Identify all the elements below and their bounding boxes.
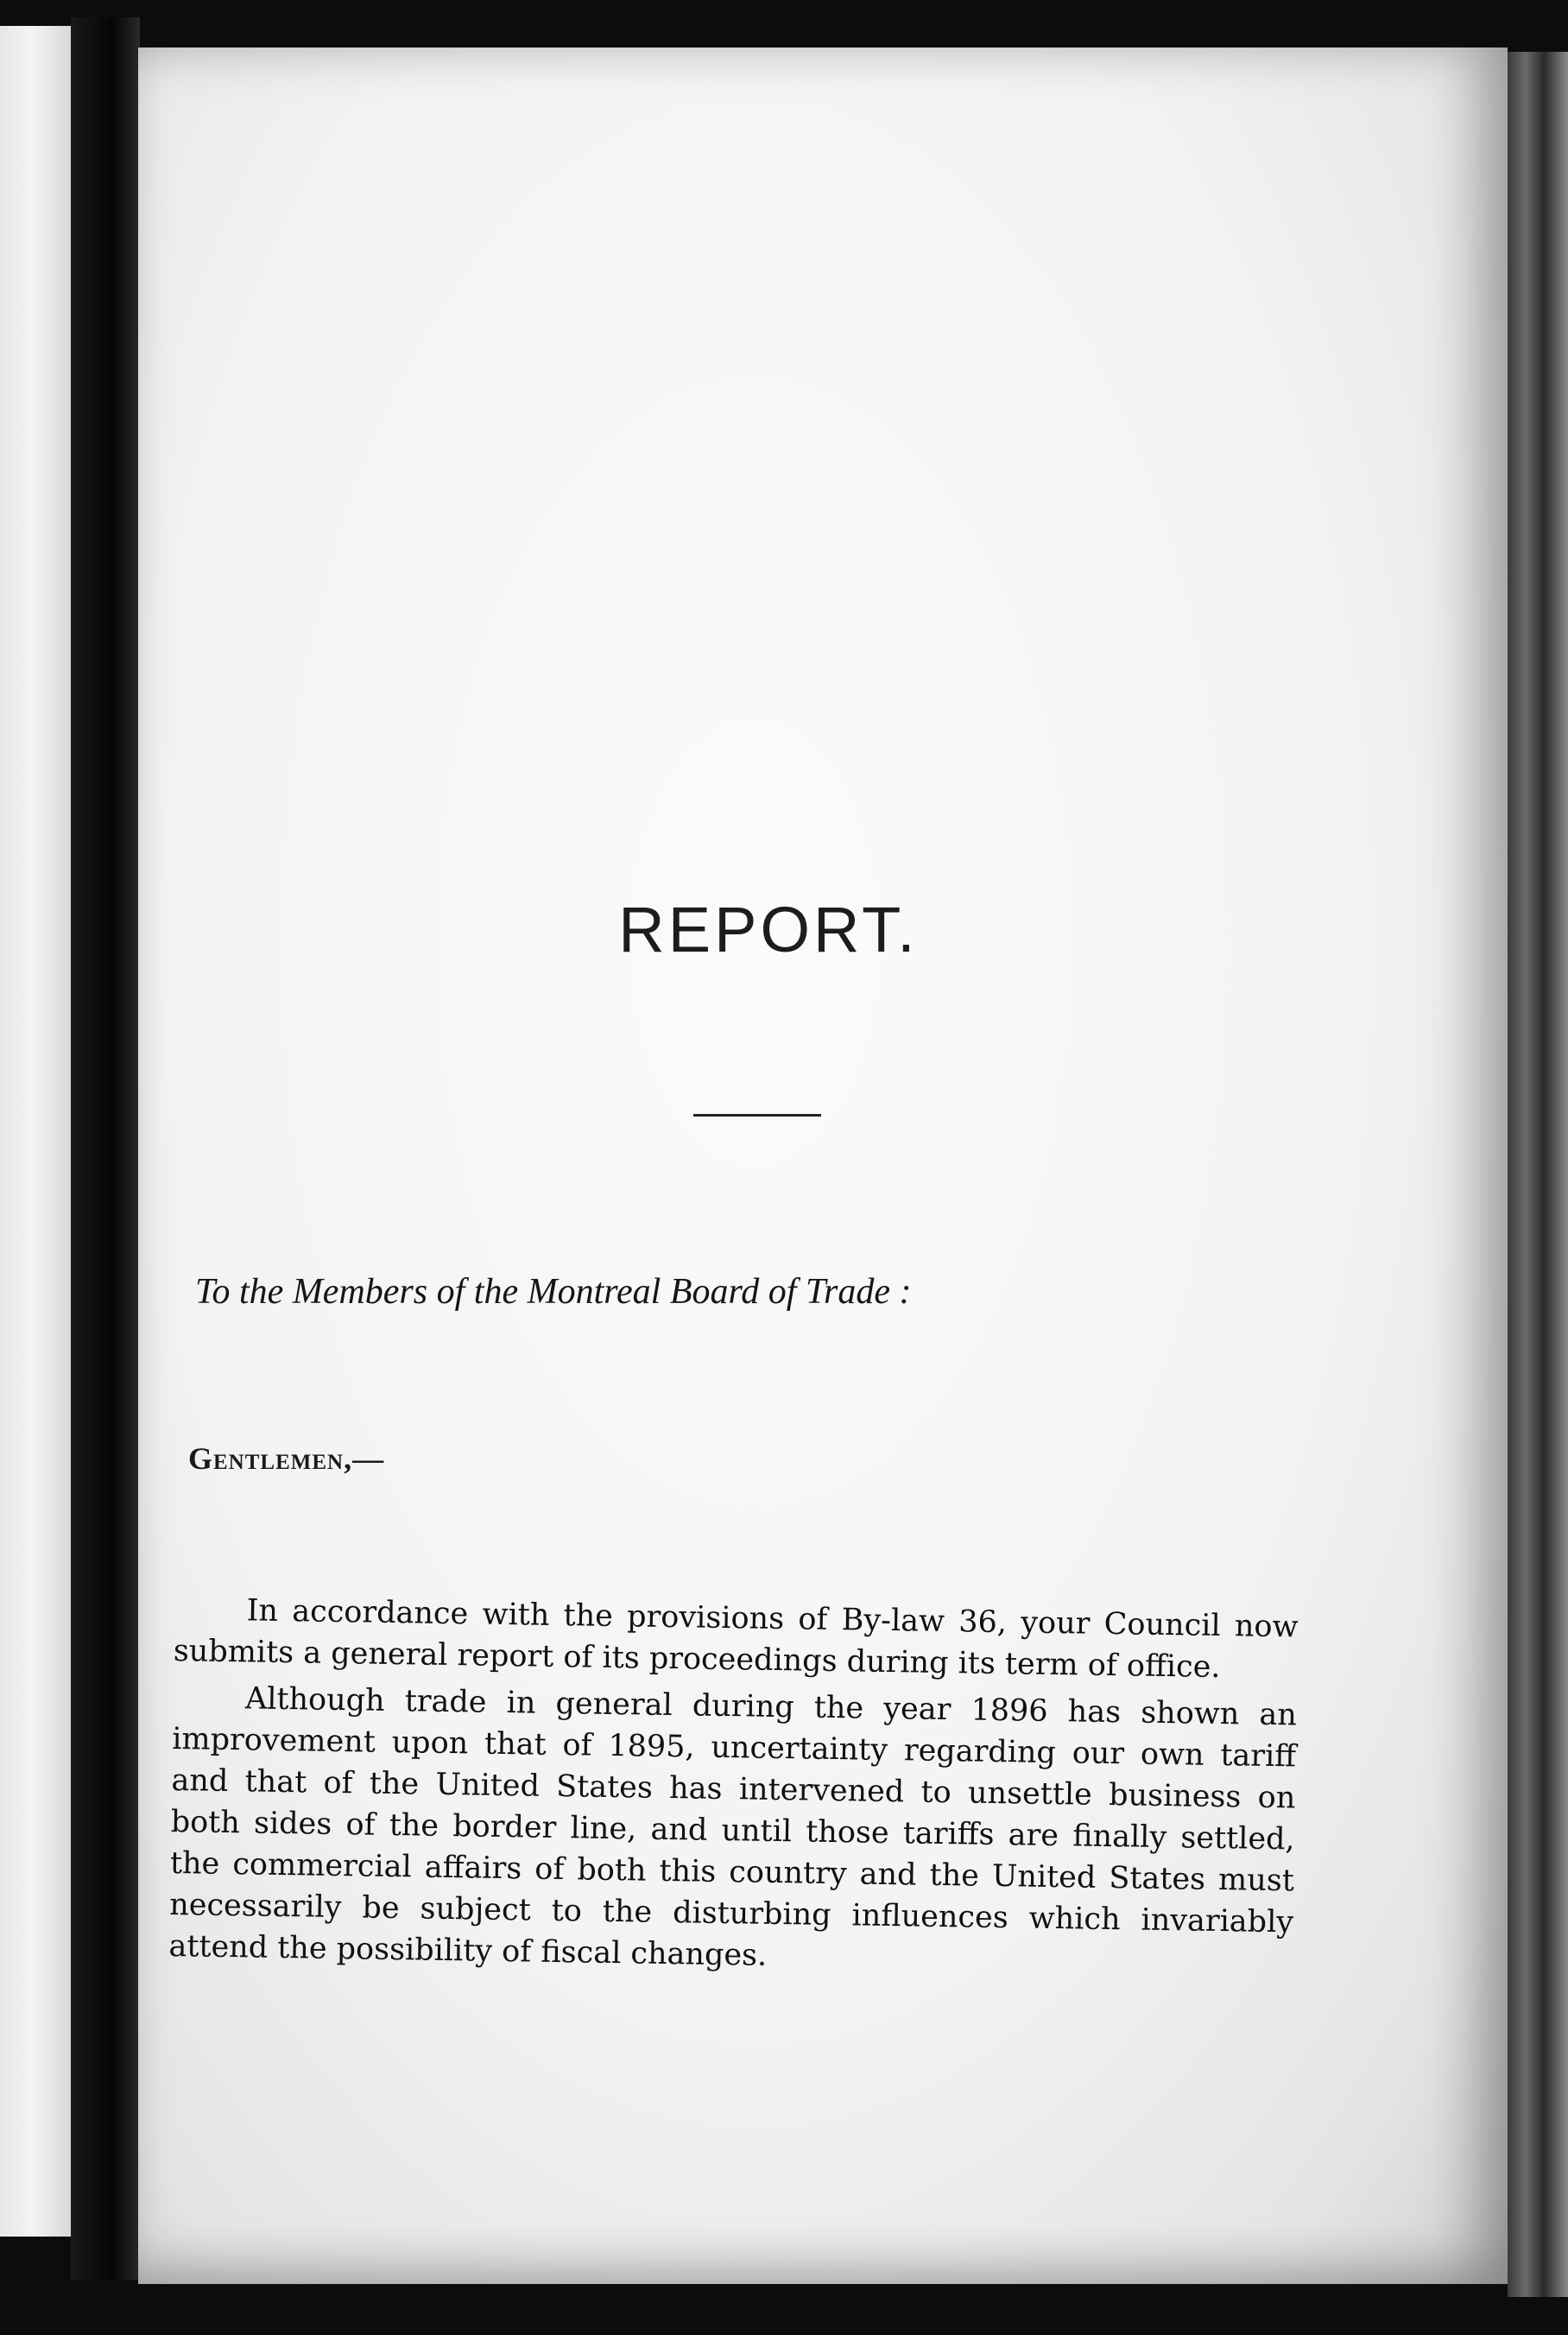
adjacent-page-edge [0, 26, 71, 2237]
salutation-addressee: To the Members of the Montreal Board of Trade : [195, 1272, 912, 1312]
report-body [168, 1589, 1299, 1984]
paragraph: Although trade in general during the year 1896 has shown an improvement upon that of 1895, uncertainty regarding our own tariff and that of the United States has intervened to unsettle business on both sides of the border line, and until those tariffs are finally settled, the commercial affairs of both this country and the United States must necessarily be subject to the disturbing influences which invariably attend the possibility of fiscal changes. [168, 1681, 1298, 1973]
page-title: REPORT. [618, 894, 919, 965]
page-right-edge [1508, 52, 1568, 2297]
salutation-greeting: Gentlemen,— [188, 1441, 385, 1476]
title-divider [693, 1114, 821, 1117]
paragraph: In accordance with the provisions of By-law 36, your Council now submits a general report of its proceedings during its term of office. [173, 1593, 1299, 1686]
book-gutter [71, 17, 140, 2280]
